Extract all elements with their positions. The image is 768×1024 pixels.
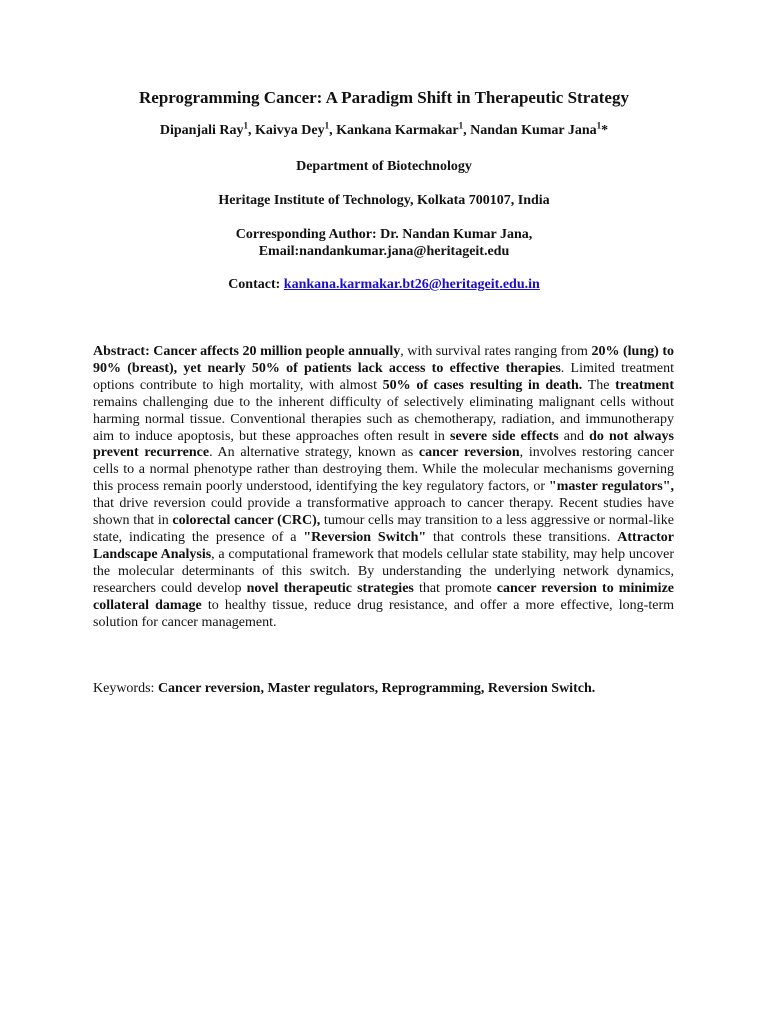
author-separator: ,: [329, 123, 337, 138]
abstract-emphasis: cancer reversion: [418, 445, 520, 461]
corresponding-author: [60, 226, 708, 260]
abstract-text: tumour cells may transition to a less aggressive or normal-like state, indicating the presence of a: [93, 513, 674, 545]
author-name: Nandan Kumar Jana: [470, 123, 597, 138]
author-name: Kaivya Dey: [254, 123, 325, 138]
author-list: [60, 122, 708, 140]
keywords-list: Cancer reversion, Master regulators, Reprogramming, Reversion Switch.: [157, 681, 596, 696]
abstract-text: . Limited treatment options contribute to high mortality, with almost: [93, 360, 674, 393]
abstract-emphasis: 20% (lung) to 90% (breast), yet nearly 50% of patients lack access to effective therapies: [93, 344, 674, 376]
abstract-emphasis: do not always prevent recurrence: [93, 428, 674, 461]
department: Department of Biotechnology: [296, 159, 472, 174]
abstract-emphasis: 50% of cases resulting in death.: [382, 377, 583, 393]
contact-email-link[interactable]: kankana.karmakar.bt26@heritageit.edu.in: [283, 277, 540, 292]
abstract-emphasis: Attractor Landscape Analysis: [93, 529, 675, 562]
abstract-text: , involves restoring cancer cells to a normal phenotype rather than destroying them. While the molecular mechanisms governing this process remain poorly understood, identifying the key regulatory factors, or: [93, 445, 674, 495]
abstract-emphasis: severe side effects: [450, 428, 559, 444]
corresponding-author-email: Email:nandankumar.jana@heritageit.edu: [258, 244, 510, 259]
abstract-emphasis: "Reversion Switch": [303, 529, 427, 545]
abstract-emphasis: Abstract: Cancer affects 20 million people annually: [93, 344, 401, 359]
abstract-text: that drive reversion could provide a transformative approach to cancer therapy. Recent studies have shown that in: [93, 496, 674, 529]
author-separator: ,: [247, 123, 255, 138]
abstract-text: The: [582, 377, 616, 393]
author-affiliation-mark: 1: [243, 120, 248, 131]
author-separator: ,: [463, 123, 471, 138]
abstract-text: , a computational framework that models cellular state stability, may help uncover the molecular determinants of this switch. By understanding the underlying network dynamics, researchers could develop: [93, 546, 674, 596]
author-separator: *: [601, 123, 609, 138]
abstract-text: . An alternative strategy, known as: [209, 445, 419, 461]
corresponding-author-name: Corresponding Author: Dr. Nandan Kumar Jana,: [235, 227, 533, 242]
abstract: [93, 344, 674, 631]
abstract-text: remains challenging due to the inherent difficulty of selectively eliminating malignant cells without harming normal tissue. Conventional therapies such as chemotherapy, radiation, and immunotherapy aim to induce apoptosis, but these approaches often result in: [93, 394, 674, 444]
institute: Heritage Institute of Technology, Kolkata 700107, India: [218, 193, 550, 208]
abstract-text: that controls these transitions.: [426, 529, 618, 545]
paper-title: Reprogramming Cancer: A Paradigm Shift in Therapeutic Strategy: [139, 88, 629, 107]
abstract-emphasis: colorectal cancer (CRC),: [172, 513, 321, 529]
abstract-emphasis: novel therapeutic strategies: [246, 580, 414, 596]
author-affiliation-mark: 1: [596, 120, 602, 131]
author-affiliation-mark: 1: [458, 120, 464, 131]
contact-label: Contact:: [228, 277, 284, 292]
contact: [60, 276, 708, 293]
abstract-emphasis: cancer reversion to minimize collateral damage: [93, 580, 674, 613]
abstract-emphasis: treatment: [615, 377, 674, 393]
abstract-text: and: [558, 428, 590, 444]
abstract-text: that promote: [413, 580, 497, 596]
abstract-text: , with survival rates ranging from: [400, 344, 592, 359]
keywords: [93, 680, 674, 697]
author-affiliation-mark: 1: [324, 120, 330, 131]
author-name: Dipanjali Ray: [159, 123, 244, 138]
abstract-emphasis: "master regulators",: [548, 479, 675, 495]
keywords-label: Keywords:: [93, 681, 158, 696]
author-name: Kankana Karmakar: [336, 123, 459, 138]
abstract-text: to healthy tissue, reduce drug resistance, and offer a more effective, long-term solution for cancer management.: [93, 597, 674, 630]
